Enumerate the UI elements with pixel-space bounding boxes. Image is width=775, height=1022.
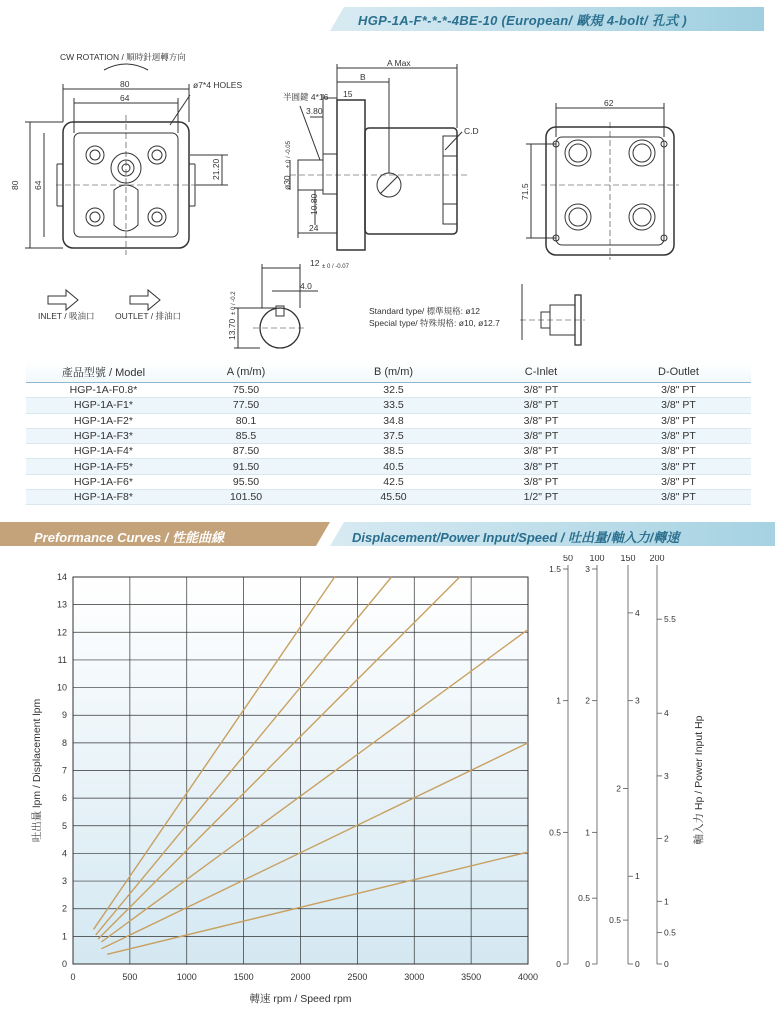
table-cell: 75.50: [232, 384, 260, 397]
model-table: [26, 361, 751, 505]
table-cell: HGP-1A-F8*: [74, 491, 133, 504]
scale-tick-label: 1: [585, 827, 590, 838]
table-cell: 3/8" PT: [661, 430, 696, 443]
inlet-label: INLET / 吸油口: [38, 311, 95, 321]
table-cell: 3/8" PT: [661, 414, 696, 427]
table-body: [26, 383, 751, 505]
x-tick-label: 3500: [461, 972, 482, 982]
table-cell: 3/8" PT: [523, 430, 559, 443]
table-cell: 33.5: [383, 399, 404, 412]
outlet-arrow-icon: [130, 290, 160, 310]
key-label: 半圓鍵 4*16: [283, 92, 329, 102]
scale-header: 100: [589, 555, 605, 563]
inlet-arrow-icon: [48, 290, 78, 310]
y-tick-label: 12: [56, 627, 67, 638]
power-axis-label: 軸入力 Hp / Power Input Hp: [693, 715, 705, 845]
y-tick-label: 13: [56, 599, 67, 610]
table-cell: 37.5: [383, 430, 404, 443]
header-c-inlet: C-Inlet: [524, 365, 558, 378]
table-cell: HGP-1A-F3*: [74, 430, 133, 443]
x-axis-label: 轉速 rpm / Speed rpm: [249, 993, 352, 1005]
dim-62: 62: [604, 98, 614, 108]
dim-a-max: A Max: [387, 58, 411, 68]
dim-64-top: 64: [120, 93, 130, 103]
y-tick-label: 9: [61, 710, 67, 721]
table-cell: 3/8" PT: [661, 475, 696, 488]
y-tick-label: 8: [61, 737, 67, 748]
table-row: [26, 490, 751, 505]
table-cell: 95.50: [232, 475, 260, 488]
table-header: [26, 361, 751, 383]
table-cell: 3/8" PT: [661, 445, 696, 458]
y-tick-label: 14: [56, 572, 67, 582]
table-cell: 3/8" PT: [523, 414, 559, 427]
scale-tick-label: 1.5: [549, 564, 561, 574]
table-cell: 34.8: [383, 414, 404, 427]
table-cell: 32.5: [383, 384, 404, 397]
scale-tick-label: 3: [585, 564, 590, 574]
x-tick-label: 1000: [176, 972, 197, 982]
dim-12: 12: [310, 258, 320, 268]
dim-80-top: 80: [120, 79, 130, 89]
dim-24: 24: [309, 223, 319, 233]
displacement-title: Displacement/Power Input/Speed / 吐出量/軸入力/轉速: [352, 530, 680, 545]
dim-3-80: 3.80: [306, 106, 323, 116]
y-tick-label: 11: [57, 654, 67, 665]
scale-tick-label: 2: [616, 783, 621, 794]
table-cell: 40.5: [383, 460, 404, 473]
scale-tick-label: 2: [585, 695, 590, 706]
x-tick-label: 2500: [347, 972, 368, 982]
x-tick-label: 3000: [404, 972, 425, 982]
cd-label: C.D: [464, 126, 479, 136]
special-type-label: Special type/ 特殊規格: ø10, ø12.7: [369, 318, 500, 328]
y-tick-label: 3: [61, 876, 67, 887]
scale-tick-label: 0.5: [549, 827, 561, 838]
table-cell: 91.50: [232, 460, 260, 473]
scale-tick-label: 0.5: [664, 927, 676, 938]
table-cell: 3/8" PT: [523, 399, 559, 412]
y-tick-label: 5: [61, 820, 67, 831]
table-cell: 77.50: [232, 399, 260, 412]
table-cell: 85.5: [235, 430, 257, 443]
dim-71-5: 71.5: [520, 183, 530, 200]
dim-4-0: 4.0: [300, 281, 312, 291]
table-cell: 3/8" PT: [523, 384, 559, 397]
performance-chart: [0, 555, 775, 1022]
scale-tick-label: 0: [664, 959, 669, 969]
table-cell: HGP-1A-F5*: [74, 460, 133, 473]
dim-13-70: 13.70: [227, 318, 237, 340]
table-cell: HGP-1A-F1*: [74, 399, 133, 412]
scale-tick-label: 2: [664, 833, 669, 844]
dim-10-80: 10.80: [309, 193, 319, 215]
table-cell: 80.1: [235, 414, 257, 427]
table-row: [26, 475, 751, 490]
table-cell: HGP-1A-F4*: [74, 445, 133, 458]
performance-title: Preformance Curves / 性能曲線: [34, 530, 225, 545]
table-cell: 3/8" PT: [661, 491, 696, 504]
header-b: B (m/m): [373, 365, 414, 378]
table-row: [26, 444, 751, 459]
x-tick-label: 4000: [517, 972, 539, 982]
table-row: [26, 459, 751, 474]
dim-13-70-tol: ± 0 / -0.2: [231, 291, 237, 315]
y-tick-label: 6: [61, 793, 67, 804]
table-cell: HGP-1A-F6*: [74, 475, 133, 488]
y-tick-label: 1: [61, 931, 67, 942]
header-model: 產品型號 / Model: [61, 366, 146, 379]
shaft-dia: ø30: [282, 175, 292, 190]
dim-15: 15: [343, 89, 353, 99]
scale-tick-label: 0: [635, 959, 640, 969]
table-cell: HGP-1A-F0.8*: [69, 384, 138, 397]
table-cell: 42.5: [383, 475, 404, 488]
scale-tick-label: 3: [664, 770, 669, 781]
scale-tick-label: 0.5: [578, 893, 590, 904]
scale-tick-label: 3: [635, 695, 640, 706]
y-tick-label: 10: [56, 682, 67, 693]
table-cell: 3/8" PT: [661, 460, 696, 473]
dim-b: B: [360, 72, 366, 82]
y-tick-label: 2: [61, 903, 67, 914]
y-tick-label: 0: [61, 959, 67, 969]
table-cell: 87.50: [232, 445, 260, 458]
dim-12-tol: ± 0 / -0.07: [322, 264, 349, 270]
table-row: [26, 398, 751, 413]
cw-rotation-label: CW ROTATION / 順時針迴轉方向: [60, 52, 186, 62]
table-cell: 3/8" PT: [523, 460, 559, 473]
table-cell: HGP-1A-F2*: [74, 414, 133, 427]
scale-header: 50: [562, 555, 574, 563]
table-cell: 3/8" PT: [661, 399, 696, 412]
outlet-label: OUTLET / 排油口: [115, 311, 181, 321]
scale-tick-label: 0: [585, 959, 590, 969]
table-cell: 3/8" PT: [523, 475, 559, 488]
scale-tick-label: 0.5: [609, 915, 621, 926]
table-cell: 3/8" PT: [523, 445, 559, 458]
x-tick-label: 500: [122, 972, 138, 982]
scale-header: 150: [620, 555, 636, 563]
y-axis-label: 吐出量 lpm / Displacement lpm: [31, 698, 43, 843]
table-cell: 38.5: [383, 445, 404, 458]
table-cell: 1/2" PT: [523, 491, 559, 504]
scale-tick-label: 0: [556, 959, 561, 969]
dim-80-left: 80: [10, 180, 20, 190]
scale-tick-label: 5.5: [664, 614, 676, 625]
x-tick-label: 2000: [290, 972, 311, 982]
scale-tick-label: 1: [556, 695, 561, 706]
table-cell: 101.50: [229, 491, 263, 504]
table-row: [26, 414, 751, 429]
table-row: [26, 383, 751, 398]
holes-label: ø7*4 HOLES: [193, 80, 243, 90]
scale-tick-label: 1: [664, 896, 669, 907]
y-tick-label: 4: [61, 848, 67, 859]
shaft-tol: ± 0 / -0.05: [286, 141, 292, 168]
standard-type-label: Standard type/ 標準規格: ø12: [369, 306, 481, 316]
scale-header: 200: [649, 555, 665, 563]
scale-tick-label: 4: [635, 607, 640, 618]
dim-64-left: 64: [33, 180, 43, 190]
table-cell: 45.50: [380, 491, 407, 504]
page-title: HGP-1A-F*-*-*-4BE-10 (European/ 歐規 4-bolt/ 孔式 ): [358, 13, 688, 28]
dim-21-20: 21.20: [211, 158, 221, 180]
table-row: [26, 429, 751, 444]
scale-tick-label: 4: [664, 708, 669, 719]
scale-tick-label: 1: [635, 871, 640, 882]
header-d-outlet: D-Outlet: [658, 365, 699, 378]
technical-drawing: [0, 40, 775, 360]
x-tick-label: 0: [70, 972, 76, 982]
side-view-flange: [337, 100, 365, 250]
x-tick-label: 1500: [233, 972, 254, 982]
y-tick-label: 7: [61, 765, 67, 776]
table-cell: 3/8" PT: [661, 384, 696, 397]
header-a: A (m/m): [226, 365, 266, 378]
